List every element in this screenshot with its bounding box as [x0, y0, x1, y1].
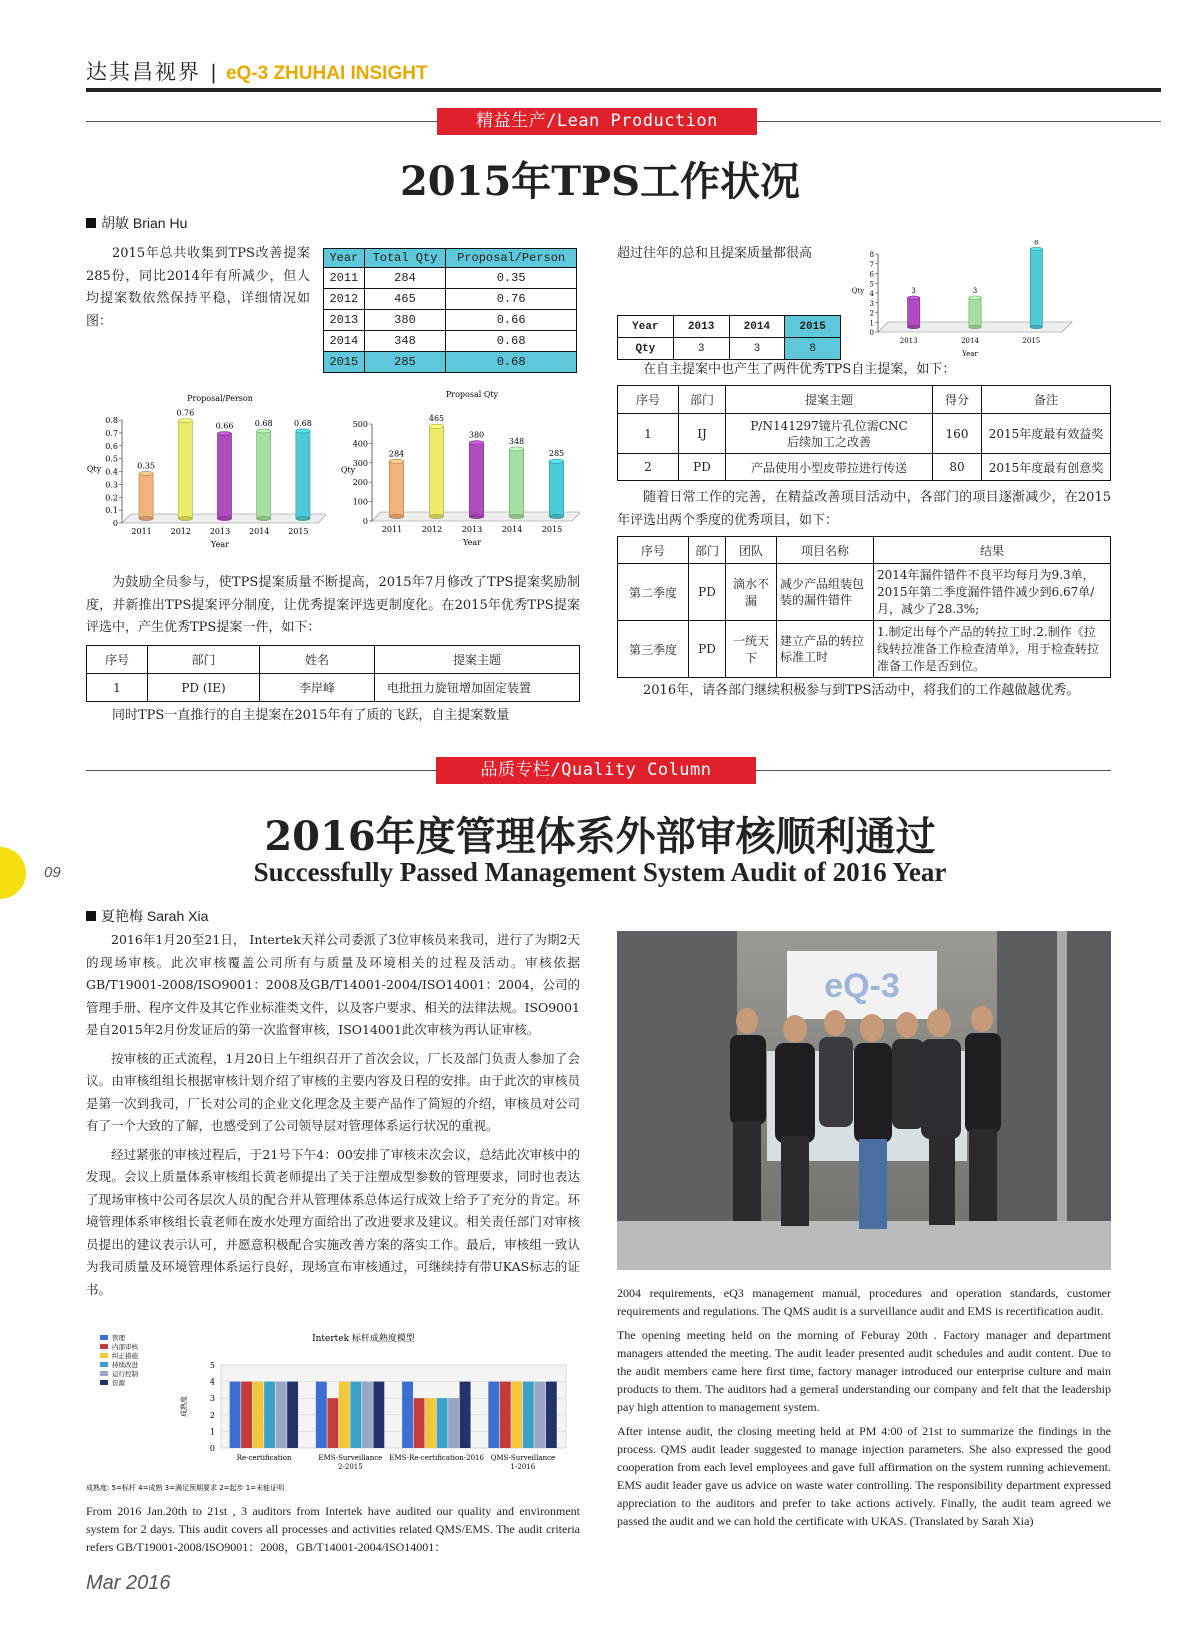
y-tick-label: 400	[352, 439, 368, 449]
bar	[546, 1382, 557, 1448]
table-row	[324, 268, 577, 289]
table-cell: 0.35	[446, 268, 577, 289]
maturity-chart	[86, 1330, 580, 1495]
y-tick-label: 8	[869, 251, 874, 259]
table-cell: 产品使用小型皮带拉进行传送	[726, 454, 933, 481]
y-tick-label: 0	[112, 519, 118, 528]
table-cell: 0.66	[446, 310, 577, 331]
section2-author	[86, 906, 208, 926]
bar	[414, 1398, 425, 1448]
bar-top	[969, 296, 981, 300]
table-cell: 1.制定出每个产品的转拉工时.2.制作《拉线转拉准备工作检查清单》，用于检查转拉准备工作是否到位。	[874, 621, 1111, 678]
bar	[139, 473, 153, 518]
table-cell: PD (IE)	[148, 674, 260, 702]
y-tick-label: 3	[209, 1394, 215, 1404]
table-cell: 380	[364, 310, 446, 331]
y-tick-label: 0.5	[105, 454, 118, 464]
cn-paragraph: 按审核的正式流程，1月20日上午组织召开了首次会议，厂长及部门负责人参加了会议。由审核组组长根据审核计划介绍了审核的主要内容及日程的安排。由于此次的审核员是第一次到我司，厂长对公司的企业文化理念及主要产品作了简短的介绍，审核员对公司有了一个大致的了解，也感受到了公司领导层对管理体系运行状况的重视。	[86, 1050, 580, 1133]
table-cell: 建立产品的转拉标准工时	[777, 621, 874, 678]
en-paragraph: The opening meeting held on the morning of Feburay 20th . Factory manager and department managers attended the meeting. The audit leader presented audit schedules and audit content. Due to the audit members came here first time, factory manager introduced our enterprise culture and main products to them. The auditors had a gemeral understanding our company and felt that the leadership pay high attention to management system.	[617, 1328, 1111, 1414]
table-row	[618, 338, 841, 360]
data-label: 348	[508, 436, 525, 446]
table-cell: Qty	[618, 338, 674, 360]
table-header: 部门	[148, 646, 260, 674]
table-header: 项目名称	[777, 537, 874, 564]
data-label: 0.35	[137, 461, 156, 471]
table-cell: 2014	[324, 331, 365, 352]
table-cell: 0.76	[446, 289, 577, 310]
table-cell: 348	[364, 331, 446, 352]
legend-label: 纠正措施	[112, 1352, 138, 1360]
x-tick-label: 2015	[1022, 337, 1041, 345]
bar	[362, 1382, 373, 1448]
table-cell: 2014	[729, 316, 785, 338]
bar	[908, 298, 920, 327]
table-cell: 2012	[324, 289, 365, 310]
section2-en-p1: From 2016 Jan.20th to 21st , 3 auditors from Intertek have audited our quality and environment system for 2 days. This audit covers all processes and activities related QMS/EMS. The audit criteria refers GB/T19001-2008/ISO9001：2008，GB/T14001-2004/ISO14001：	[86, 1504, 580, 1554]
data-label: 0.68	[293, 418, 312, 428]
bar	[534, 1382, 545, 1448]
author-name: 夏艳梅 Sarah Xia	[101, 908, 209, 924]
legend-label: 内部审核	[112, 1343, 138, 1351]
bar-top	[296, 429, 310, 433]
table-cell: 285	[364, 352, 446, 373]
table-row	[324, 310, 577, 331]
bar	[276, 1382, 287, 1448]
y-tick-label: 1	[209, 1427, 215, 1437]
bar	[425, 1398, 436, 1448]
table-cell: PD	[689, 564, 726, 621]
bar-base	[178, 516, 192, 520]
bar-top	[908, 296, 920, 300]
x-tick-label: 2012	[170, 527, 191, 536]
bar-base	[549, 514, 563, 518]
table-row	[618, 454, 1111, 481]
bullet-icon	[86, 218, 96, 228]
table-header: 姓名	[260, 646, 375, 674]
data-label: 0.76	[176, 408, 195, 418]
table-header: 部门	[679, 386, 726, 414]
bar	[178, 421, 192, 519]
y-tick-label: 3	[869, 299, 874, 308]
masthead	[86, 56, 1161, 86]
section1-p2: 为鼓励全员参与，使TPS提案质量不断提高，2015年7月修改了TPS提案奖励制度，并新推出TPS提案评分制度，让优秀提案评选更制度化。在2015年优秀TPS提案评选中，产生优秀TPS提案一件，如下：	[86, 575, 580, 635]
x-tick-label: 2013	[209, 527, 231, 536]
bar	[389, 461, 403, 516]
bar-base	[969, 325, 981, 329]
table-row	[618, 386, 1111, 414]
bar	[460, 1382, 471, 1448]
legend-swatch	[100, 1371, 108, 1376]
y-tick-label: 0.8	[105, 416, 118, 425]
year-table	[323, 248, 577, 373]
table-cell: 2015年度最有创意奖	[982, 454, 1111, 481]
legend-swatch	[100, 1335, 108, 1340]
table-cell: P/N141297镜片孔位需CNC后续加工之改善	[726, 414, 933, 454]
bar-top	[549, 459, 563, 463]
table-row	[87, 674, 580, 702]
photo-sign: eQ-3	[824, 967, 900, 1005]
x-tick-label: 2015	[541, 525, 563, 534]
y-tick-label: 0.7	[105, 428, 118, 438]
bar-top	[469, 441, 483, 445]
legend-swatch	[100, 1344, 108, 1349]
bar-top	[139, 471, 153, 475]
bar	[327, 1398, 338, 1448]
y-axis-label: Qty	[851, 287, 865, 295]
table-row	[324, 352, 577, 373]
data-label: 285	[548, 449, 565, 459]
table-header: 结果	[874, 537, 1111, 564]
bar	[287, 1382, 298, 1448]
bar	[316, 1382, 327, 1448]
x-tick-label: 2012	[421, 525, 443, 534]
header-rule	[86, 88, 1161, 92]
data-label: 0.66	[215, 421, 234, 431]
en-paragraph: After intense audit, the closing meeting held at PM 4:00 of 21st to summarize the findings in the process. QMS audit leader suggested to manage injection parameters. She also expressed the good cooperation from each level employees and gave full affirmation on the system running achievement. EMS audit leader gave us advice on waste water controlling. The responsibility department expressed appreciation to the auditors and prefer to take actions actively. Finally, the audit team agreed we passed the audit and we can hold the certificate with UKAS. (Translated by Sarah Xia)	[617, 1424, 1111, 1528]
x-tick-label: EMS-Re-certification-2016	[389, 1454, 484, 1462]
bar-base	[139, 516, 153, 520]
en-paragraph: 2004 requirements, eQ3 management manual, procedures and operation standards, customer requirements and regulations. The QMS audit is a surveillance audit and EMS is recertification audit.	[617, 1286, 1111, 1318]
y-tick-label: 7	[869, 260, 874, 269]
table-header: 得分	[933, 386, 982, 414]
bar-top	[429, 424, 443, 428]
bar-base	[1030, 325, 1042, 329]
bar	[511, 1382, 522, 1448]
legend-swatch	[100, 1353, 108, 1358]
table-cell: 2015年度最有效益奖	[982, 414, 1111, 454]
chart-title: Intertek 标杆成熟度模型	[312, 1334, 415, 1344]
x-tick-label: 2-2015	[338, 1463, 363, 1471]
y-tick-label: 200	[352, 478, 368, 488]
bar	[241, 1382, 252, 1448]
table-cell: 160	[933, 414, 982, 454]
bar-base	[509, 514, 523, 518]
bar	[339, 1382, 350, 1448]
y-tick-label: 0	[362, 517, 368, 526]
y-tick-label: 0.1	[105, 506, 118, 516]
table-cell: 一统天下	[726, 621, 777, 678]
legend-label: 持续改进	[112, 1361, 138, 1369]
section2-title-en: Successfully Passed Management System Audit of 2016 Year	[253, 857, 947, 887]
table-row	[324, 289, 577, 310]
table-cell: 2011	[324, 268, 365, 289]
cn-paragraph: 2016年1月20至21日， Intertek天祥公司委派了3位审核员来我司，进行了为期2天的现场审核。此次审核覆盖公司所有与质量及环境相关的过程及活动。审核依据GB/T19001-2008/ISO9001：2008及GB/T14001-2004/ISO14001：2004，公司的管理手册、程序文件及其它作业标准类文件，以及客户要求、相关的法律法规。ISO9001是自2015年2月份发证后的第一次监督审核，ISO14001此次审核为再认证审核。	[86, 932, 580, 1037]
x-tick-label: Re-certification	[236, 1454, 292, 1462]
y-tick-label: 5	[869, 280, 874, 289]
bar	[350, 1382, 361, 1448]
x-axis-label: Year	[463, 538, 481, 547]
y-tick-label: 0	[209, 1444, 215, 1453]
bar-base	[389, 514, 403, 518]
table-header: 提案主题	[726, 386, 933, 414]
data-label: 8	[1034, 240, 1039, 247]
table-cell: 2013	[324, 310, 365, 331]
bar	[264, 1382, 275, 1448]
auto-proposal-table	[617, 315, 841, 360]
section2-en-body	[617, 1284, 1111, 1536]
table-cell: 2	[618, 454, 679, 481]
group-photo-illustration	[617, 931, 1111, 1270]
y-axis-label: Qty	[340, 465, 356, 475]
bar	[217, 434, 231, 519]
y-tick-label: 0	[869, 329, 874, 337]
table-header: 提案主题	[375, 646, 580, 674]
chart-title: Proposal/Person	[187, 394, 253, 403]
table-row	[618, 564, 1111, 621]
y-tick-label: 300	[352, 458, 368, 468]
table-header: 序号	[618, 386, 679, 414]
table-cell: 减少产品组装包装的漏件错件	[777, 564, 874, 621]
section2-band: 品质专栏/Quality Column	[436, 757, 756, 784]
x-tick-label: QMS-Surveillance	[490, 1454, 556, 1462]
x-tick-label: 2014	[501, 525, 523, 534]
legend-label: 管理	[112, 1334, 125, 1342]
table-row	[618, 537, 1111, 564]
best-proposal-table	[86, 645, 580, 702]
bar	[1030, 249, 1042, 327]
masthead-en: eQ-3 ZHUHAI INSIGHT	[225, 63, 428, 84]
bullet-icon	[86, 911, 96, 921]
y-axis-label: Qty	[86, 464, 102, 474]
bar-base	[469, 514, 483, 518]
x-tick-label: 2013	[461, 525, 483, 534]
table-header: Total Qty	[364, 249, 446, 268]
section1-p6: 2016年，请各部门继续积极参与到TPS活动中，将我们的工作越做越优秀。	[643, 683, 1080, 698]
table-cell: 0.68	[446, 352, 577, 373]
bar	[429, 426, 443, 516]
table-cell: 80	[933, 454, 982, 481]
table-cell: 电批扭力旋钮增加固定装置	[375, 674, 580, 702]
legend-swatch	[100, 1362, 108, 1367]
bar-base	[429, 514, 443, 518]
table-header: 备注	[982, 386, 1111, 414]
data-label: 0.68	[254, 418, 273, 428]
bar-base	[257, 516, 271, 520]
bar	[500, 1382, 511, 1448]
proposal-person-chart	[86, 392, 326, 562]
group-photo	[617, 931, 1111, 1270]
page-number: 09	[44, 864, 61, 881]
x-tick-label: 2011	[131, 527, 152, 536]
data-label: 3	[972, 286, 978, 295]
table-cell: 第三季度	[618, 621, 689, 678]
table-header: Proposal/Person	[446, 249, 577, 268]
x-tick-label: 2014	[961, 337, 979, 345]
data-label: 380	[468, 430, 485, 440]
section1-band: 精益生产/Lean Production	[437, 108, 757, 135]
table-cell: 2013	[673, 316, 729, 338]
table-cell: 2015	[785, 316, 841, 338]
bar	[257, 431, 271, 519]
page-tab	[0, 847, 26, 899]
author-name: 胡敏 Brian Hu	[101, 215, 188, 231]
bar	[437, 1398, 448, 1448]
data-label: 465	[428, 414, 445, 424]
bar	[509, 449, 523, 517]
section1-p3b: 超过往年的总和且提案质量都很高	[617, 246, 813, 261]
table-cell: 0.68	[446, 331, 577, 352]
x-tick-label: EMS-Surveillance	[318, 1454, 383, 1462]
table-header: 序号	[618, 537, 689, 564]
bar	[488, 1382, 499, 1448]
y-tick-label: 100	[352, 497, 368, 507]
table-cell: 第二季度	[618, 564, 689, 621]
cn-paragraph: 经过紧张的审核过程后，于21号下午4：00安排了审核末次会议，总结此次审核中的发现。会议上质量体系审核组长黄老师提出了关于注塑成型参数的管理要求，同时也表达了现场审核中公司各层次人员的配合并从管理体系总体运行成效上给予了充分的肯定。环境管理体系审核组长袁老师在废水处理方面给出了改进要求及建议。相关责任部门对审核员提出的建议表示认可，并愿意积极配合实施改善方案的落实工作。最后，审核组一致认为我司质量及环境管理体系运行良好，现场宣布审核通过，可继续持有带UKAS标志的证书。	[86, 1146, 580, 1297]
bar-top	[509, 447, 523, 451]
bar	[402, 1382, 413, 1448]
auto-best-table	[617, 385, 1111, 481]
section1-intro: 2015年总共收集到TPS改善提案285份，同比2014年有所减少，但人均提案数依然保持平稳，详细情况如图：	[86, 246, 310, 329]
y-tick-label: 4	[869, 290, 874, 298]
table-cell: 284	[364, 268, 446, 289]
y-tick-label: 0.4	[105, 467, 118, 477]
table-header: 部门	[689, 537, 726, 564]
footer-date: Mar 2016	[86, 1572, 171, 1594]
masthead-separator: |	[210, 60, 217, 84]
table-cell: 2015	[324, 352, 365, 373]
bar	[373, 1382, 384, 1448]
section2-cn-body	[86, 929, 580, 1301]
bar-top	[178, 419, 192, 423]
bar-top	[1030, 247, 1042, 251]
bar-top	[389, 459, 403, 463]
section1-p5: 随着日常工作的完善，在精益改善项目活动中，各部门的项目逐渐减少，在2015年评选出两个季度的优秀项目，如下：	[617, 490, 1111, 528]
table-cell: PD	[679, 454, 726, 481]
bar	[253, 1382, 264, 1448]
table-cell: 465	[364, 289, 446, 310]
table-header: 序号	[87, 646, 148, 674]
bar-base	[908, 325, 920, 329]
table-cell: 1	[87, 674, 148, 702]
x-axis-label: Year	[962, 350, 978, 358]
y-tick-label: 500	[352, 420, 368, 429]
y-axis-label: 成熟度	[180, 1396, 188, 1417]
data-label: 3	[911, 286, 916, 295]
section1-author	[86, 213, 187, 233]
bar	[969, 298, 981, 327]
table-cell: 1	[618, 414, 679, 454]
table-row	[324, 331, 577, 352]
y-tick-label: 0.6	[105, 441, 118, 451]
x-tick-label: 2013	[899, 337, 918, 345]
y-tick-label: 5	[209, 1361, 215, 1370]
bar	[523, 1382, 534, 1448]
masthead-cn: 达其昌视界	[86, 60, 201, 84]
section1-p4: 在自主提案中也产生了两件优秀TPS自主提案，如下：	[643, 362, 956, 377]
bar	[448, 1398, 459, 1448]
x-tick-label: 2015	[288, 527, 309, 536]
bar	[549, 461, 563, 516]
y-tick-label: 0.2	[105, 493, 118, 503]
x-axis-label: Year	[211, 540, 229, 549]
quarter-table	[617, 536, 1111, 678]
chart-title: Proposal Qty	[445, 390, 499, 399]
section1-title: 2015年TPS工作状况	[399, 158, 801, 205]
table-row	[87, 646, 580, 674]
proposal-qty-chart	[340, 388, 580, 560]
y-tick-label: 2	[869, 309, 874, 318]
table-row	[324, 249, 577, 268]
data-label: 284	[388, 449, 405, 459]
section2-title-cn: 2016年度管理体系外部审核顺利通过	[264, 813, 936, 860]
y-tick-label: 0.3	[105, 480, 118, 490]
legend-swatch	[100, 1380, 108, 1385]
table-row	[618, 621, 1111, 678]
bar-base	[296, 516, 310, 520]
table-cell: 李岸峰	[260, 674, 375, 702]
auto-proposal-chart	[850, 240, 1110, 360]
bar	[296, 431, 310, 519]
table-cell: 8	[785, 338, 841, 360]
x-tick-label: 1-2016	[510, 1463, 536, 1471]
bar	[469, 443, 483, 517]
bar	[230, 1382, 241, 1448]
table-row	[618, 414, 1111, 454]
y-tick-label: 1	[869, 319, 874, 328]
table-cell: Year	[618, 316, 674, 338]
chart-note: 成熟度: 5=标杆 4=成熟 3=满足预期要求 2=起步 1=未能证明	[86, 1484, 285, 1492]
y-tick-label: 6	[869, 270, 874, 279]
legend-label: 运行控制	[112, 1370, 138, 1378]
y-tick-label: 2	[209, 1410, 215, 1420]
table-cell: 3	[673, 338, 729, 360]
section1-p3a: 同时TPS一直推行的自主提案在2015年有了质的飞跃，自主提案数量	[112, 708, 510, 723]
x-tick-label: 2011	[381, 525, 403, 534]
legend-label: 资源	[112, 1379, 125, 1387]
bar-base	[217, 516, 231, 520]
x-tick-label: 2014	[249, 527, 270, 536]
y-tick-label: 4	[209, 1377, 215, 1387]
table-cell: 3	[729, 338, 785, 360]
table-row	[618, 316, 841, 338]
table-cell: IJ	[679, 414, 726, 454]
bar-top	[257, 429, 271, 433]
table-cell: 2014年漏件错件不良平均每月为9.3单，2015年第二季度漏件错件减少到6.67单/月，减少了28.3%;	[874, 564, 1111, 621]
table-header: 团队	[726, 537, 777, 564]
table-cell: PD	[689, 621, 726, 678]
bar-top	[217, 432, 231, 436]
table-header: Year	[324, 249, 365, 268]
table-cell: 滴水不漏	[726, 564, 777, 621]
